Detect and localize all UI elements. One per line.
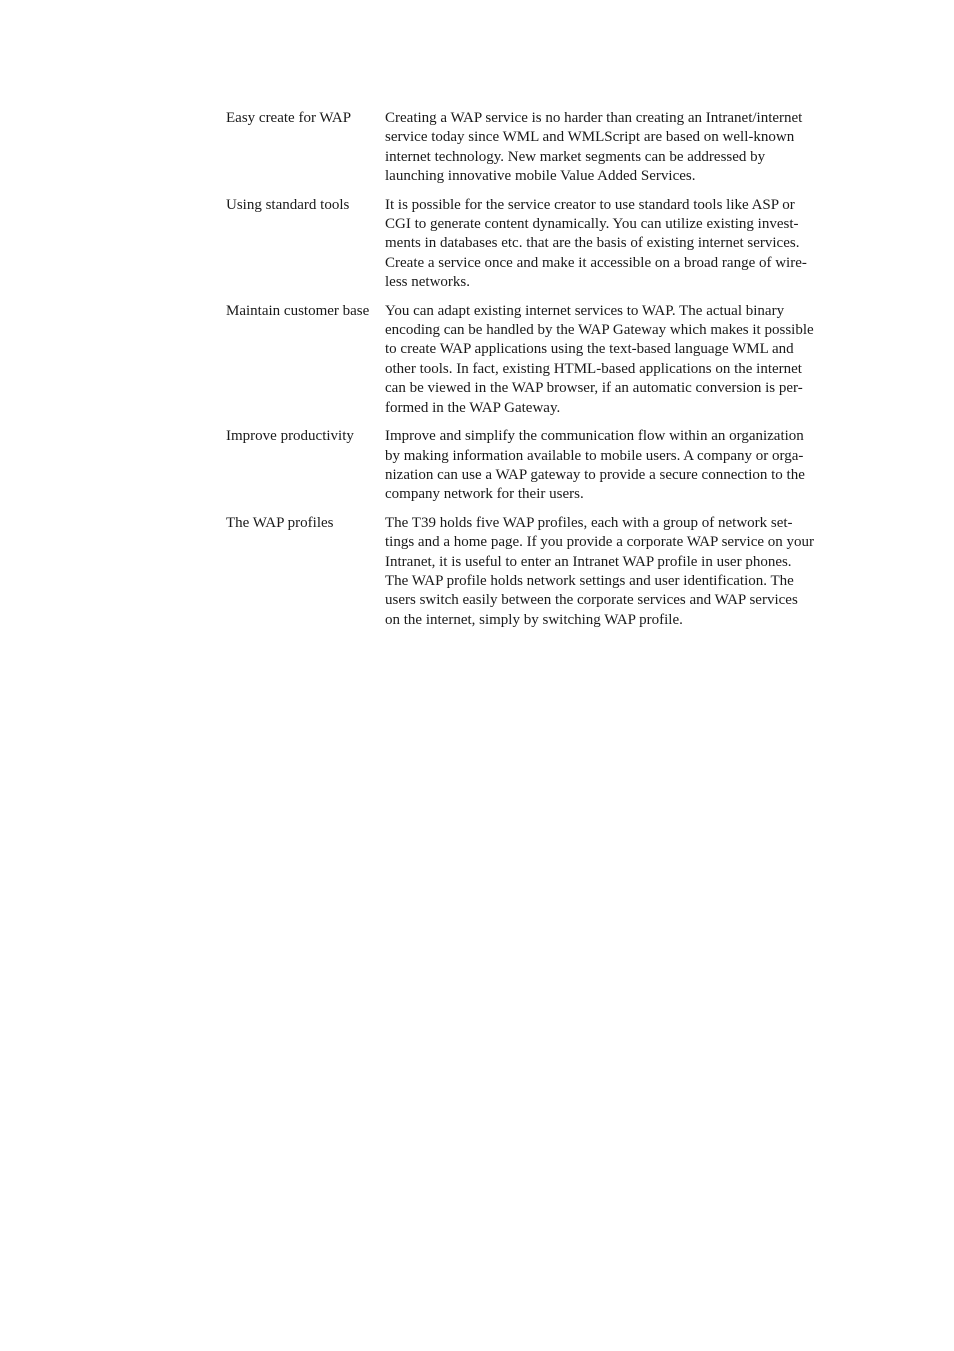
description-line: Create a service once and make it accessible on a broad range of wire- [385,254,807,271]
description-line: Improve and simplify the communication flow within an organization [385,428,804,445]
description-line: on the internet, simply by switching WAP profile. [385,611,683,628]
description-line: The WAP profile holds network settings and user identification. The [385,572,794,589]
description-line: You can adapt existing internet services to WAP. The actual binary [385,302,785,319]
description-line: by making information available to mobile users. A company or orga- [385,447,804,464]
description-line: other tools. In fact, existing HTML-based applications on the internet [385,360,802,377]
section-term: Using standard tools [226,196,350,213]
section-using-standard-tools [226,196,846,293]
section-description [385,427,846,505]
section-description [385,302,846,418]
description-line: company network for their users. [385,486,584,503]
description-line: users switch easily between the corporate services and WAP services [385,592,798,609]
description-line: encoding can be handled by the WAP Gateway which makes it possible [385,322,814,339]
description-line: It is possible for the service creator to use standard tools like ASP or [385,196,795,213]
section-easy-create-for-wap [226,109,846,187]
section-term: Improve productivity [226,428,354,445]
section-description [385,514,846,630]
section-the-wap-profiles [226,514,846,630]
section-maintain-customer-base [226,302,846,418]
description-line: less networks. [385,274,470,291]
description-line: formed in the WAP Gateway. [385,399,561,416]
section-improve-productivity [226,427,846,505]
document-page [226,109,846,639]
section-term: Maintain customer base [226,302,370,319]
description-line: to create WAP applications using the text-based language WML and [385,341,794,358]
section-term: The WAP profiles [226,514,334,531]
description-line: Creating a WAP service is no harder than creating an Intranet/internet [385,110,803,126]
section-term: Easy create for WAP [226,110,352,126]
description-line: service today since WML and WMLScript are based on well-known [385,129,795,146]
description-line: can be viewed in the WAP browser, if an automatic conversion is per- [385,380,803,397]
description-line: internet technology. New market segments can be addressed by [385,148,766,165]
description-line: The T39 holds five WAP profiles, each with a group of network set- [385,514,793,531]
description-line: CGI to generate content dynamically. You can utilize existing invest- [385,216,799,233]
description-line: nization can use a WAP gateway to provide a secure connection to the [385,466,805,483]
description-line: Intranet, it is useful to enter an Intranet WAP profile in user phones. [385,553,792,570]
description-line: tings and a home page. If you provide a corporate WAP service on your [385,534,815,551]
section-description [385,196,846,293]
description-line: ments in databases etc. that are the basis of existing internet services. [385,235,800,252]
section-description [385,109,846,187]
description-line: launching innovative mobile Value Added Services. [385,168,696,185]
